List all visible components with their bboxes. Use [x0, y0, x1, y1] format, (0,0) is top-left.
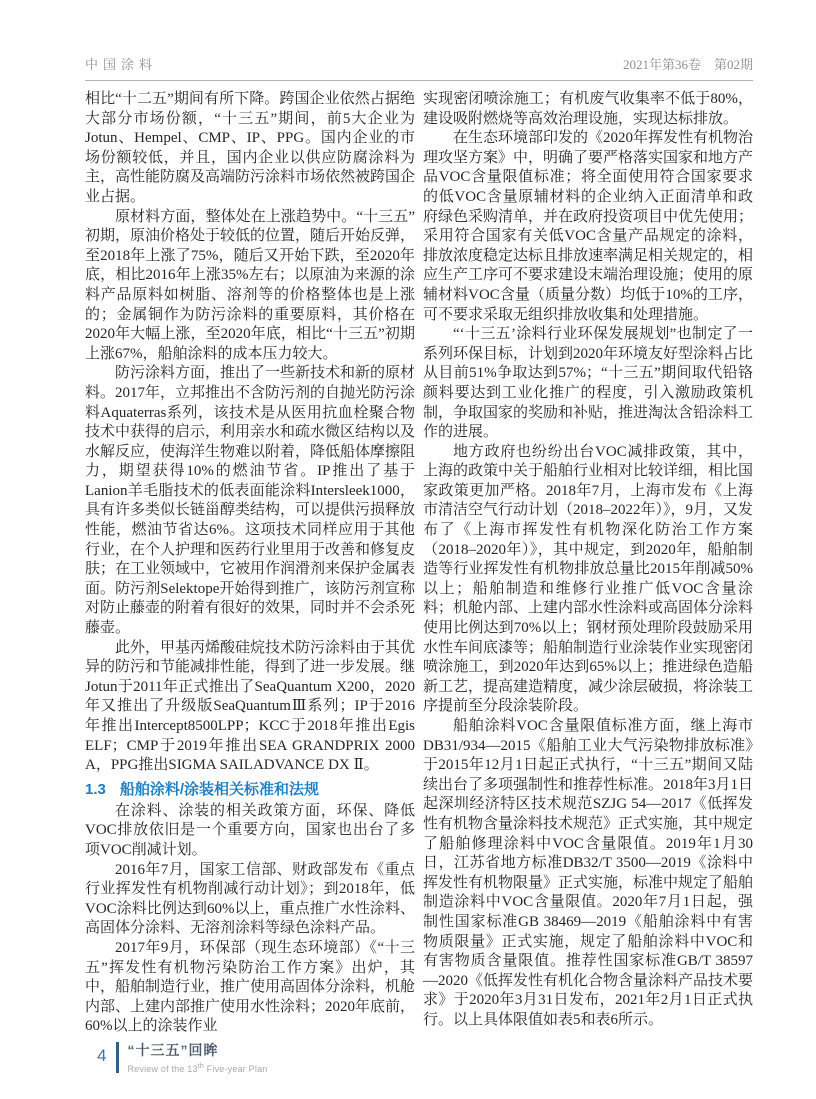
paragraph: 2017年9月，环保部（现生态环境部）《“十三五”挥发性有机物污染防治工作方案》出炉，其中，船舶制造行业，推广使用高固体分涂料，机舱内部、上建内部推广使用水性涂料；2020年底前，60%以上的涂装作业 — [85, 939, 416, 1035]
page-header — [85, 54, 753, 81]
paragraph: 船舶涂料VOC含量限值标准方面，继上海市DB31/934—2015《船舶工业大气污染物排放标准》于2015年12月1日起正式执行，“十三五”期间又陆续出台了多项强制性和推荐性标准。2018年3月1日起深圳经济特区技术规范SZJG 54—2017《低挥发性有机物含量涂料技术规范》正式实施，其中规定了船舶修理涂料中VOC含量限值。2019年1月30日，江苏省地方标准DB32/T 3500—2019《涂料中挥发性有机物限量》正式实施，标准中规定了船舶制造涂料中VOC含量限值。2020年7月1日起，强制性国家标准GB 38469—2019《船舶涂料中有害物质限量》正式实施，规定了船舶涂料中VOC和有害物质含量限值。推荐性国家标准GB/T 38597—2020《低挥发性有机化合物含量涂料产品技术要求》于2020年3月31日发布，2021年2月1日正式执行。以上具体限值如表5和表6所示。 — [423, 718, 754, 1028]
paragraph: 实现密闭喷涂施工；有机废气收集率不低于80%，建设吸附燃烧等高效治理设施，实现达标排放。 — [423, 91, 753, 127]
footer-subtitle: Review of the 13th Five-year Plan — [127, 1063, 268, 1074]
page-footer — [97, 1040, 268, 1074]
issue-info: 2021年第36卷 第02期 — [622, 57, 753, 72]
section-heading — [85, 779, 415, 800]
paragraph: 在生态环境部印发的《2020年挥发性有机物治理攻坚方案》中，明确了要严格落实国家和地方产品VOC含量限值标准；将全面使用符合国家要求的低VOC含量原辅材料的企业纳入正面清单和政府绿色采购清单，并在政府投资项目中优先使用；采用符合国家有关低VOC含量产品规定的涂料，排放浓度稳定达标且排放速率满足相关规定的，相应生产工序可不要求建设末端治理设施；使用的原辅材料VOC含量（质量分数）均低于10%的工序，可不要求采取无组织排放收集和处理措施。 — [423, 130, 754, 323]
right-column — [423, 90, 753, 1037]
section-number: 1.3 — [85, 780, 106, 798]
section-title: 船舶涂料/涂装相关标准和法规 — [119, 780, 320, 798]
paragraph: 在涂料、涂装的相关政策方面，环保、降低VOC排放依旧是一个重要方向，国家也出台了多项VOC削减计划。 — [85, 802, 415, 858]
journal-name: 中国涂料 — [85, 57, 158, 72]
paragraph: “‘十三五’涂料行业环保发展规划”也制定了一系列环保目标，计划到2020年环境友好型涂料占比从目前51%争取达到57%；“十三五”期间取代铅铬颜料要达到工业化推广的程度，引入激励政策机制，争取国家的奖励和补贴，推进淘汰含铅涂料工作的进展。 — [423, 326, 754, 441]
left-column — [85, 90, 415, 1037]
paragraph: 相比“十二五”期间有所下降。跨国企业依然占据绝大部分市场份额，“十三五”期间，前5大企业为Jotun、Hempel、CMP、IP、PPG。国内企业的市场份额较低，并且，国内企业以供应防腐涂料为主，高性能防腐及高端防污涂料市场依然被跨国企业占据。 — [85, 91, 416, 205]
paragraph: 2016年7月，国家工信部、财政部发布《重点行业挥发性有机物削减行动计划》；到2018年，低VOC涂料比例达到60%以上，重点推广水性涂料、高固体分涂料、无溶剂涂料等绿色涂料产品。 — [85, 861, 415, 937]
paragraph: 防污涂料方面，推出了一些新技术和新的原材料。2017年，立邦推出不含防污剂的自抛光防污涂料Aquaterras系列，该技术是从医用抗血栓聚合物技术中获得的启示，利用亲水和疏水微区结构以及水解反应，使海洋生物难以附着，降低船体摩擦阻力，期望获得10%的燃油节省。IP推出了基于Lanion羊毛脂技术的低表面能涂料Intersleek1000，具有许多类似长链甾醇类结构，可以提供污损释放性能，燃油节省达6%。这项技术同样应用于其他行业，在个人护理和医药行业里用于改善和修复皮肤；在工业领域中，它被用作润滑剂来保护金属表面。防污剂Selektope开始得到推广，该防污剂宣称对防止藤壶的附着有很好的效果，同时并不会杀死藤壶。 — [85, 365, 416, 637]
footer-text-block — [127, 1040, 267, 1074]
footer-divider-bar — [116, 1042, 119, 1073]
paragraph: 此外，甲基丙烯酸硅烷技术防污涂料由于其优异的防污和节能减排性能，得到了进一步发展。继Jotun于2011年正式推出了SeaQuantum X200，2020年又推出了升级版SeaQuantumⅢ系列；IP于2016年推出Intercept8500LPP；KCC于2018年推出Egis ELF；CMP于2019年推出SEA GRANDPRIX 2000 A，PPG推出SIGMA SAILADVANCE DX Ⅱ。 — [85, 639, 416, 774]
page-number: 4 — [97, 1046, 107, 1065]
paragraph: 原材料方面，整体处在上涨趋势中。“十三五”初期，原油价格处于较低的位置，随后开始反弹，至2018年上涨了75%，随后又开始下跌，至2020年底，相比2016年上涨35%左右；以原油为来源的涂料产品原料如树脂、溶剂等的价格整体也是上涨的；金属铜作为防污涂料的重要原料，其价格在2020年大幅上涨，至2020年底，相比“十三五”初期上涨67%，船舶涂料的成本压力较大。 — [85, 208, 416, 362]
footer-section-title: “十三五”回眸 — [127, 1042, 219, 1058]
paragraph: 地方政府也纷纷出台VOC减排政策，其中，上海的政策中关于船舶行业相对比较详细，相比国家政策更加严格。2018年7月，上海市发布《上海市清洁空气行动计划（2018–2022年）》，9月，又发布了《上海市挥发性有机物深化防治工作方案（2018–2020年）》，其中规定，到2020年，船舶制造等行业挥发性有机物排放总量比2015年削减50%以上；船舶制造和维修行业推广低VOC含量涂料；机舱内部、上建内部水性涂料或高固体分涂料使用比例达到70%以上；钢材预处理阶段鼓励采用水性车间底漆等；船舶制造行业涂装作业实现密闭喷涂施工，到2020年达到65%以上；推进绿色造船新工艺，提高建造精度，减少涂层破损，将涂装工序提前至分段涂装阶段。 — [423, 443, 754, 715]
article-body — [85, 90, 753, 1037]
